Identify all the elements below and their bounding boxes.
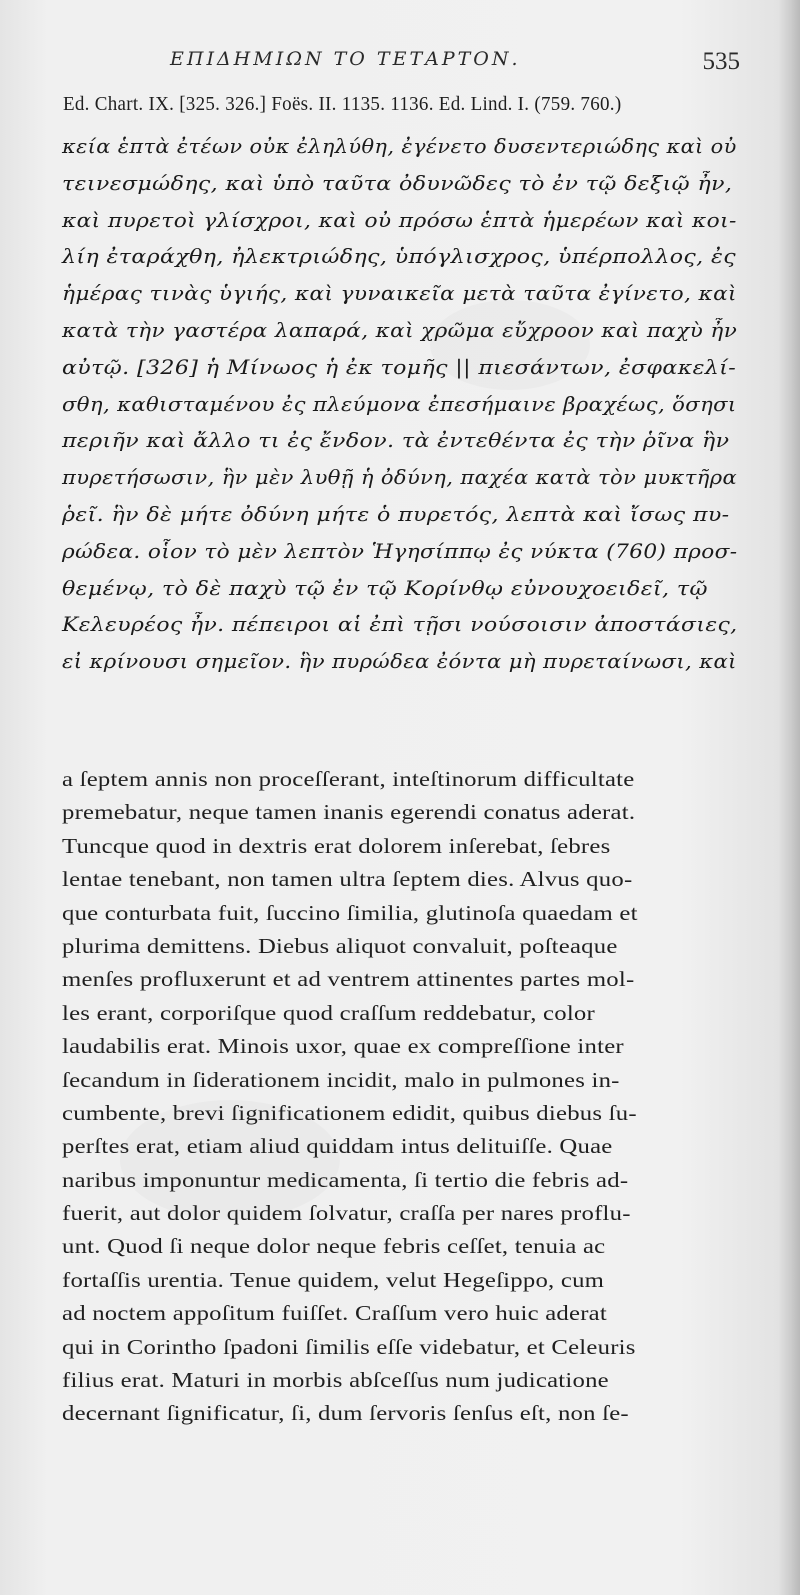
- latin-text-line: ad noctem appoſitum fuiſſet. Craſſum vero huic aderat: [62, 1301, 607, 1326]
- page-number: 535: [702, 48, 740, 75]
- latin-text-line: ſecandum in ſiderationem incidit, malo in pulmones in-: [62, 1067, 620, 1092]
- greek-text-line: τεινεσμώδης, καὶ ὑπὸ ταῦτα ὀδυνῶδες τὸ ἐν τῷ δεξιῷ ἦν,: [62, 171, 733, 195]
- greek-text-line: θεμένῳ, τὸ δὲ παχὺ τῷ ἐν τῷ Κορίνθῳ εὐνουχοειδεῖ, τῷ: [62, 576, 708, 600]
- latin-text-line: lentae tenebant, non tamen ultra ſeptem dies. Alvus quo-: [62, 867, 633, 892]
- greek-text-line: ῥεῖ. ἣν δὲ μήτε ὀδύνη μήτε ὁ πυρετός, λεπτὰ καὶ ἴσως πυ-: [62, 502, 730, 526]
- greek-text-block: [62, 129, 742, 681]
- latin-text-line: qui in Corintho ſpadoni ſimilis eſſe videbatur, et Celeuris: [62, 1334, 636, 1359]
- latin-text-line: a ſeptem annis non proceſſerant, inteſtinorum difficultate: [62, 767, 635, 791]
- latin-text-line: laudabilis erat. Minois uxor, quae ex compreſſione inter: [62, 1034, 624, 1059]
- latin-text-line: naribus imponuntur medicamenta, ſi tertio die febris ad-: [62, 1167, 629, 1192]
- latin-translation-block: [62, 763, 742, 1431]
- greek-text-line: κεία ἑπτὰ ἐτέων οὐκ ἐληλύθη, ἐγένετο δυσεντεριώδης καὶ οὐ: [62, 135, 737, 158]
- latin-text-line: decernant ſignificatur, ſi, dum ſervoris ſenſus eſt, non ſe-: [62, 1401, 629, 1426]
- greek-text-line: λίη ἐταράχθη, ἠλεκτριώδης, ὑπόγλισχρος, ὑπέρπολλος, ἐς: [62, 245, 737, 269]
- running-title: ΕΠΙΔΗΜΙΩΝ ΤΟ ΤΕΤΑΡΤΟΝ.: [170, 48, 521, 70]
- latin-text-line: plurima demittens. Diebus aliquot convaluit, poſteaque: [62, 933, 618, 958]
- latin-text-line: unt. Quod ſi neque dolor neque febris ceſſet, tenuia ac: [62, 1234, 606, 1259]
- latin-text-line: perſtes erat, etiam aliud quiddam intus delituiſſe. Quae: [62, 1134, 613, 1159]
- greek-text-line: Κελευρέος ἦν. πέπειροι αἱ ἐπὶ τῇσι νούσοισιν ἀποστάσιες,: [62, 613, 738, 637]
- running-head: [60, 48, 740, 88]
- latin-text-line: menſes profluxerunt et ad ventrem attinentes partes mol-: [62, 967, 635, 992]
- latin-text-line: cumbente, brevi ſignificationem edidit, quibus diebus ſu-: [62, 1100, 637, 1125]
- greek-text-line: πυρετήσωσιν, ἣν μὲν λυθῇ ἡ ὀδύνη, παχέα κατὰ τὸν μυκτῆρα: [62, 466, 738, 490]
- greek-text-line: σθη, καθισταμένου ἐς πλεύμονα ἐπεσήμαινε βραχέως, ὅσησι: [62, 392, 737, 416]
- greek-text-line: ἡμέρας τινὰς ὑγιής, καὶ γυναικεῖα μετὰ ταῦτα ἐγίνετο, καὶ: [62, 282, 737, 306]
- latin-text-line: filius erat. Maturi in morbis abſceſſus num judicatione: [62, 1368, 609, 1393]
- greek-text-line: ρώδεα. οἷον τὸ μὲν λεπτὸν Ἡγησίππῳ ἐς νύκτα (760) προσ-: [62, 539, 738, 563]
- latin-text-line: que conturbata fuit, ſuccino ſimilia, glutinoſa quaedam et: [62, 900, 638, 925]
- greek-text-line: αὐτῷ. [326] ἡ Μίνωος ἡ ἐκ τομῆς || πιεσάντων, ἐσφακελί-: [62, 355, 737, 379]
- latin-text-line: les erant, corporiſque quod craſſum reddebatur, color: [62, 1000, 595, 1025]
- greek-text-line: καὶ πυρετοὶ γλίσχροι, καὶ οὐ πρόσω ἑπτὰ ἡμερέων καὶ κοι-: [62, 208, 737, 232]
- greek-text-line: κατὰ τὴν γαστέρα λαπαρά, καὶ χρῶμα εὔχροον καὶ παχὺ ἦν: [62, 318, 738, 342]
- edition-reference-line: Ed. Chart. IX. [325. 326.] Foës. II. 1135. 1136. Ed. Lind. I. (759. 760.): [63, 94, 622, 115]
- greek-text-line: εἰ κρίνουσι σημεῖον. ἣν πυρώδεα ἐόντα μὴ πυρεταίνωσι, καὶ: [62, 650, 737, 674]
- latin-text-line: premebatur, neque tamen inanis egerendi conatus aderat.: [62, 800, 636, 825]
- latin-text-line: Tuncque quod in dextris erat dolorem inſerebat, ſebres: [62, 833, 611, 858]
- greek-text-line: περιῆν καὶ ἄλλο τι ἐς ἔνδον. τὰ ἐντεθέντα ἐς τὴν ῥῖνα ἣν: [62, 429, 730, 453]
- latin-text-line: fuerit, aut dolor quidem ſolvatur, craſſa per nares proflu-: [62, 1201, 631, 1226]
- latin-text-line: fortaſſis urentia. Tenue quidem, velut Hegeſippo, cum: [62, 1267, 605, 1292]
